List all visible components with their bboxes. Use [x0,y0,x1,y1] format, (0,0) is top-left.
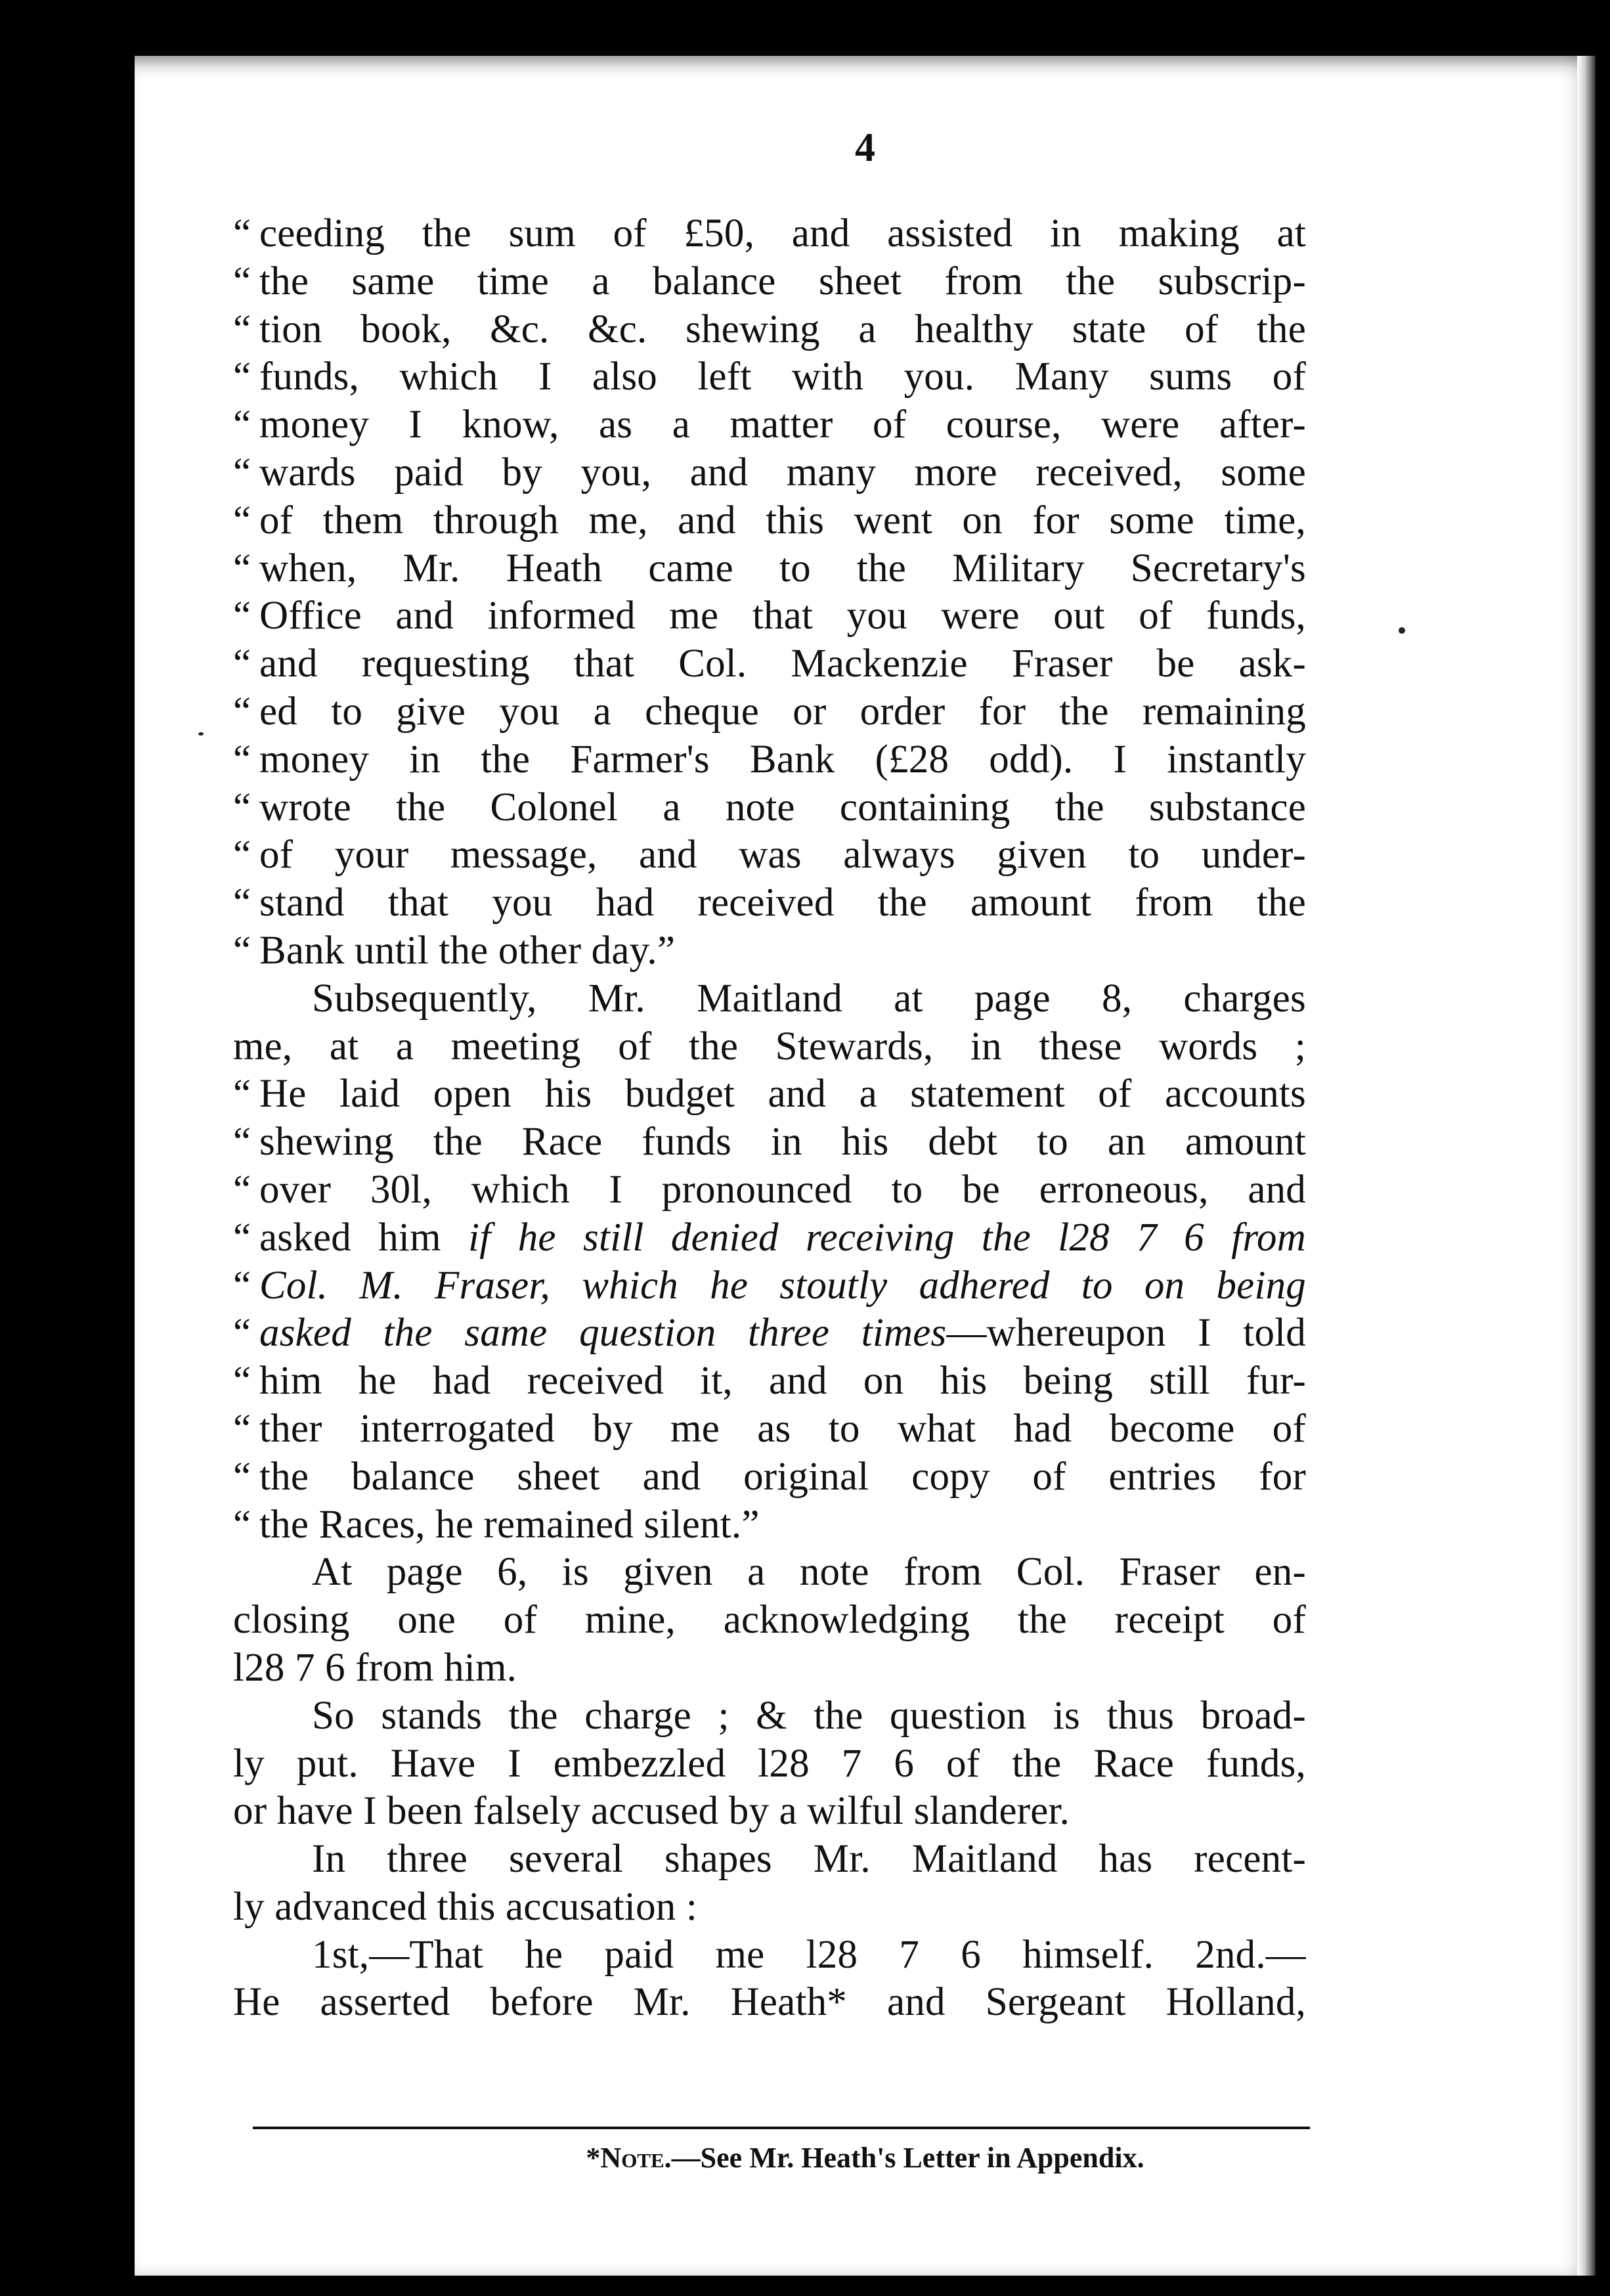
text-line [233,353,1306,401]
text-line [233,1979,1306,2027]
quote-mark: “ [233,689,251,734]
line-text: of them through me, and this went on for some time, [259,498,1306,542]
quote-mark: “ [233,833,251,877]
text-line [233,784,1306,832]
line-text: the same time a balance sheet from the subscrip- [259,259,1306,303]
text-line [233,1788,1306,1836]
text-line [233,1884,1306,1932]
line-italic-text: asked the same question three times [259,1311,947,1356]
quote-mark: “ [233,1359,251,1403]
text-line [233,1405,1306,1453]
text-line [233,449,1306,497]
quote-mark: “ [233,785,251,829]
line-text: or have I been falsely accused by a wilful slanderer. [233,1789,1070,1834]
line-text: In three several shapes Mr. Maitland has recent- [312,1837,1306,1882]
quote-mark: “ [233,594,251,638]
line-text: Bank until the other day.” [259,928,676,973]
text-line [233,1740,1306,1788]
quote-mark: “ [233,1072,251,1116]
text-line [233,975,1306,1023]
text-line [233,1262,1306,1310]
footnote-text: —See Mr. Heath's Letter in Appendix. [671,2142,1144,2174]
line-text: over 30l, which I pronounced to be erroneous, and [259,1167,1306,1212]
footnote-rule [253,2127,1310,2129]
page-number: 4 [855,125,875,170]
line-text: wrote the Colonel a note containing the substance [259,785,1306,829]
text-line [233,1597,1306,1645]
quote-mark: “ [233,1406,251,1451]
quote-mark: “ [233,498,251,542]
text-line [233,688,1306,736]
quote-mark: “ [233,450,251,495]
text-line [233,831,1306,879]
quote-mark: “ [233,1311,251,1356]
quote-mark: “ [233,403,251,447]
text-line [233,1836,1306,1884]
line-text: wards paid by you, and many more received, some [259,450,1306,495]
line-text: l28 7 6 from him. [233,1645,517,1690]
line-text: him he had received it, and on his being still fur- [259,1359,1306,1403]
quote-mark: “ [233,881,251,925]
line-text: money I know, as a matter of course, were after- [259,403,1306,447]
text-line [233,736,1306,784]
quote-mark: “ [233,737,251,782]
line-text: ly put. Have I embezzled l28 7 6 of the Race funds, [233,1741,1306,1786]
text-line [233,1166,1306,1214]
text-line [233,1501,1306,1549]
text-line [233,401,1306,449]
footnote-label: Note. [600,2142,672,2174]
line-text: He asserted before Mr. Heath* and Sergeant Holland, [233,1980,1306,2025]
print-speck [1399,627,1405,634]
quote-mark: “ [233,1502,251,1547]
line-text: me, at a meeting of the Stewards, in these words ; [233,1024,1306,1069]
footnote-mark: * [586,2142,601,2174]
line-text: the balance sheet and original copy of entries for [259,1454,1306,1499]
quote-mark: “ [233,1120,251,1164]
line-text: funds, which I also left with you. Many sums of [259,355,1306,399]
line-text: ly advanced this accusation : [233,1884,698,1929]
quote-mark: “ [233,642,251,686]
text-line [233,879,1306,927]
text-line [233,497,1306,545]
text-line [233,1549,1306,1597]
quote-mark: “ [233,1454,251,1499]
line-text: the Races, he remained silent.” [259,1502,760,1547]
line-text: shewing the Race funds in his debt to an amount [259,1120,1306,1164]
line-text: of your message, and was always given to under- [259,833,1306,877]
text-line [233,1023,1306,1071]
line-text: money in the Farmer's Bank (£28 odd). I instantly [259,737,1306,782]
text-line [233,1932,1306,1979]
text-line [233,210,1306,258]
line-text: when, Mr. Heath came to the Military Secretary's [259,546,1306,590]
text-line [233,640,1306,688]
line-text: ther interrogated by me as to what had become of [259,1406,1306,1451]
quote-mark: “ [233,211,251,255]
quote-mark: “ [233,355,251,399]
line-italic-text: Col. M. Fraser, which he stoutly adhered to on being [259,1263,1306,1308]
line-text: Subsequently, Mr. Maitland at page 8, charges [312,976,1306,1021]
line-text: ceeding the sum of £50, and assisted in making at [259,211,1306,255]
text-line [233,1310,1306,1358]
line-text-after: —whereupon I told [946,1311,1306,1356]
text-line [233,1692,1306,1740]
line-text: and requesting that Col. Mackenzie Fraser be ask- [259,642,1306,686]
line-text: stand that you had received the amount from the [259,881,1306,925]
body-text [233,210,1306,2027]
quote-mark: “ [233,259,251,303]
line-text: So stands the charge ; & the question is thus broad- [312,1693,1306,1738]
quote-mark: “ [233,928,251,973]
quote-mark: “ [233,546,251,590]
page-edge-shadow [1577,56,1596,2276]
line-text: asked him [259,1215,469,1260]
quote-mark: “ [233,1263,251,1308]
print-speck [198,732,204,736]
text-line [233,258,1306,306]
text-line [233,545,1306,593]
line-text: Office and informed me that you were out of funds, [259,594,1306,638]
text-line [233,1645,1306,1692]
line-text: ed to give you a cheque or order for the remaining [259,689,1306,734]
text-line [233,927,1306,975]
footnote [135,2141,1596,2175]
line-text: He laid open his budget and a statement of accounts [259,1072,1306,1116]
line-text: At page 6, is given a note from Col. Fraser en- [312,1550,1306,1595]
quote-mark: “ [233,1215,251,1260]
line-text: tion book, &c. &c. shewing a healthy state of the [259,307,1306,351]
quote-mark: “ [233,1167,251,1212]
book-page [135,56,1596,2276]
text-line [233,306,1306,354]
text-line [233,1453,1306,1501]
line-italic-text: if he still denied receiving the l28 7 6 from [468,1215,1306,1260]
text-line [233,1214,1306,1262]
line-text: 1st,—That he paid me l28 7 6 himself. 2nd.— [312,1932,1306,1977]
text-line [233,1071,1306,1118]
quote-mark: “ [233,307,251,351]
text-line [233,1118,1306,1166]
text-line [233,592,1306,640]
line-text: closing one of mine, acknowledging the receipt of [233,1598,1306,1643]
text-line [233,1358,1306,1405]
